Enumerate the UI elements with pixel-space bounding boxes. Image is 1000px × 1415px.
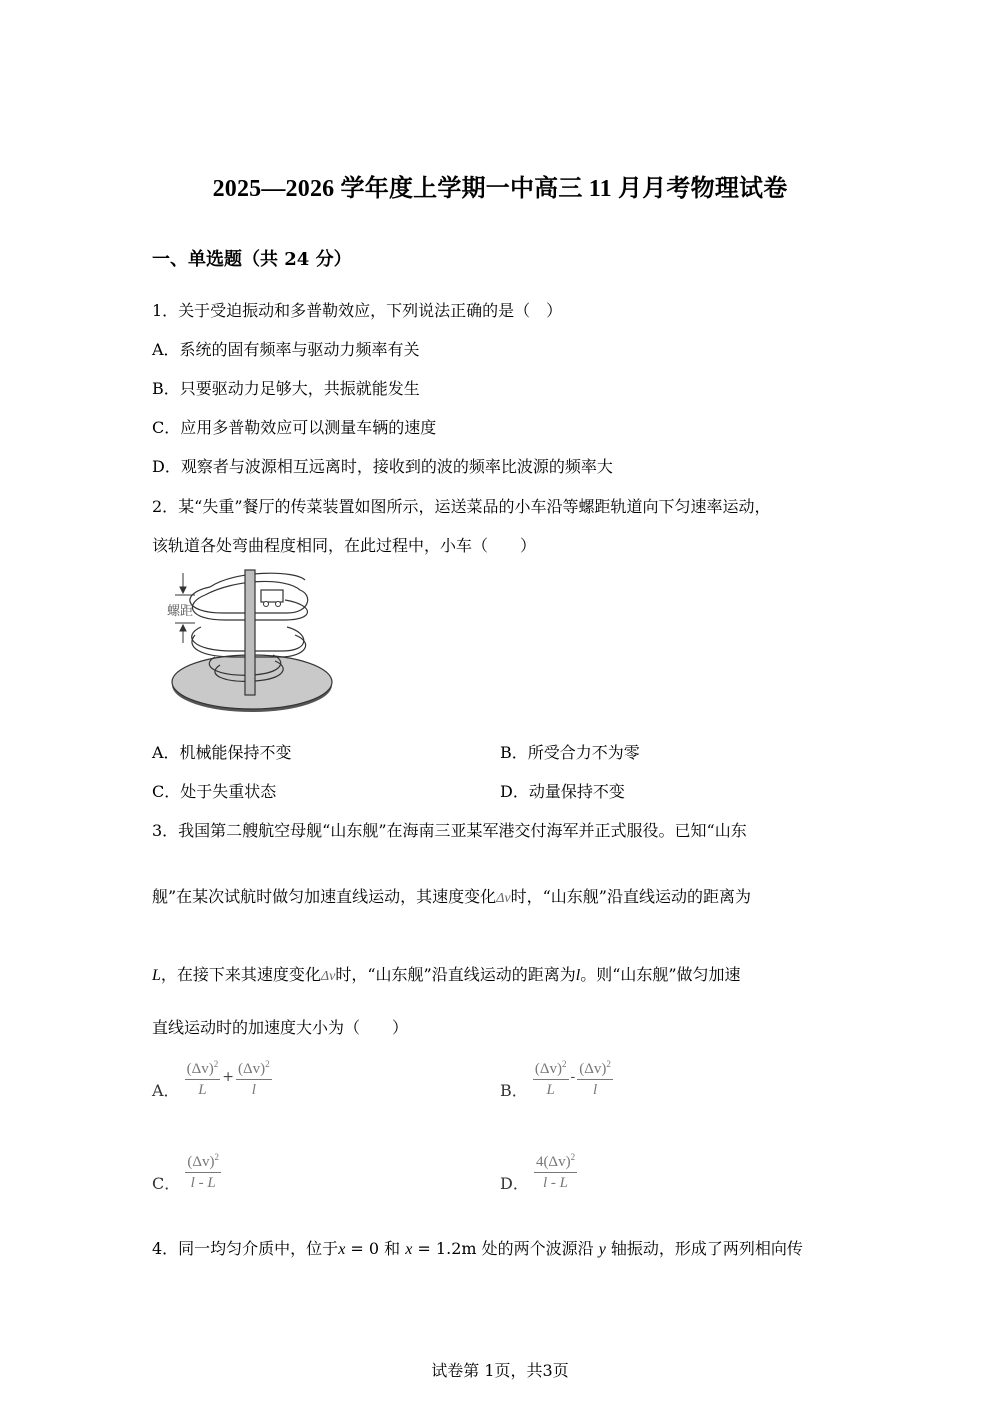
q3-option-b: B． $\frac{(\Delta v)^2}{L}$ - $\frac{(\Delta v)^2}{l}$ <box>500 1052 613 1101</box>
q2-option-d: D．动量保持不变 <box>500 782 625 801</box>
delta-v-symbol: Δv <box>320 969 336 984</box>
q2-stem-line1: 2．某“失重”餐厅的传菜装置如图所示，运送菜品的小车沿等螺距轨道向下匀速率运动， <box>152 497 771 516</box>
q1-option-a: A．系统的固有频率与驱动力频率有关 <box>152 340 420 359</box>
q4-stem-line1: 4．同一均匀介质中，位于x = 0 和 x = 1.2m 处的两个波源沿 y 轴振动，形成了两列相向传 <box>152 1239 803 1258</box>
q3-option-c: C． $\frac{(\Delta v)^2}{l - L}$ <box>152 1145 221 1194</box>
pitch-label: 螺距 <box>167 604 194 619</box>
spiral-track-figure <box>165 565 340 725</box>
q3-option-d: D． $\frac{4(\Delta v)^2}{l - L}$ <box>500 1145 577 1194</box>
exam-title: 2025—2026 学年度上学期一中高三 11 月月考物理试卷 <box>212 176 788 202</box>
page-footer: 试卷第 1页，共3页 <box>431 1361 569 1380</box>
q1-option-c: C．应用多普勒效应可以测量车辆的速度 <box>152 418 437 437</box>
q3-option-a: A． $\frac{(\Delta v)^2}{L}$ + $\frac{(\Delta v)^2}{l}$ <box>152 1052 272 1101</box>
q3-stem-line3: L，在接下来其速度变化Δv时，“山东舰”沿直线运动的距离为l。则“山东舰”做匀加速 <box>152 965 741 984</box>
q2-option-c: C．处于失重状态 <box>152 782 277 801</box>
section-heading: 一、单选题（共 24 分） <box>152 249 352 270</box>
q2-stem-line2: 该轨道各处弯曲程度相同，在此过程中，小车（ ） <box>152 536 537 555</box>
q2-option-a: A．机械能保持不变 <box>152 743 292 762</box>
q2-option-b: B．所受合力不为零 <box>500 743 640 762</box>
q3-stem-line2: 舰”在某次试航时做匀加速直线运动，其速度变化Δv时，“山东舰”沿直线运动的距离为 <box>152 887 751 906</box>
q3-stem-line1: 3．我国第二艘航空母舰“山东舰”在海南三亚某军港交付海军并正式服役。已知“山东 <box>152 821 747 840</box>
q3-stem-line4: 直线运动时的加速度大小为（ ） <box>152 1018 409 1037</box>
delta-v-symbol: Δv <box>496 891 511 906</box>
q1-option-d: D．观察者与波源相互远离时，接收到的波的频率比波源的频率大 <box>152 457 613 476</box>
q1-option-b: B．只要驱动力足够大，共振就能发生 <box>152 379 420 398</box>
q1-stem: 1．关于受迫振动和多普勒效应，下列说法正确的是（ ） <box>152 301 563 320</box>
